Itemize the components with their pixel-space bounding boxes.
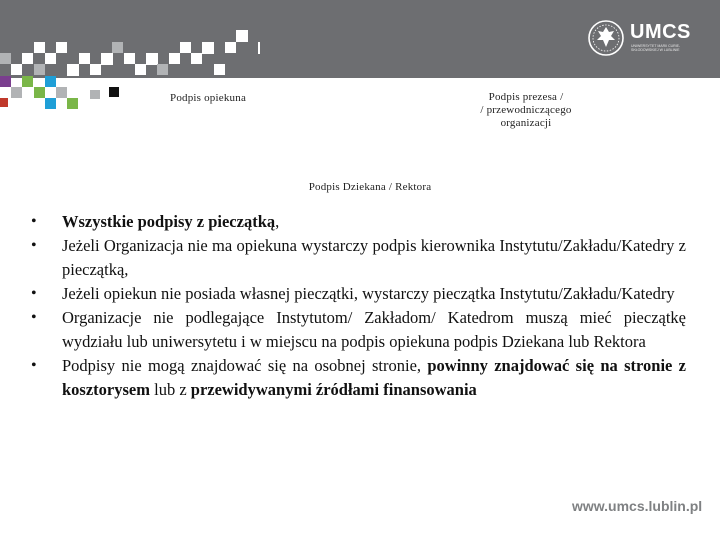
text: Jeżeli Organizacja nie ma opiekuna wystarczy podpis kierownika Instytutu/Zakładu/Katedry z pieczątką, <box>62 236 686 279</box>
list-item <box>28 234 686 282</box>
supervisor-signature-label: Podpis opiekuna <box>170 92 247 104</box>
bullet-dot: • <box>31 357 37 374</box>
list-item <box>28 306 686 354</box>
text: lub z <box>149 380 191 399</box>
president-label-line: / przewodniczącego <box>480 104 572 116</box>
list-item <box>28 282 686 306</box>
bullet-dot: • <box>31 309 37 326</box>
list-item <box>28 210 686 234</box>
list-item <box>28 354 686 402</box>
text: , <box>275 212 280 231</box>
bold-text: powinny znajdować się na stronie z kosztorysem <box>62 356 686 399</box>
requirements-list <box>28 210 686 402</box>
president-signature-label <box>465 91 587 130</box>
bullet-dot: • <box>31 213 37 230</box>
university-emblem-icon <box>586 16 626 60</box>
umcs-logo <box>586 16 702 60</box>
text: Podpisy nie mogą znajdować się na osobnej stronie, <box>62 356 428 375</box>
bullet-dot: • <box>31 237 37 254</box>
text: Organizacje nie podlegające Instytutom/ Zakładom/ Katedrom muszą mieć pieczątkę wydziału lub uniwersytetu i w miejscu na podpis opiekuna podpis Dziekana lub Rektora <box>62 308 686 351</box>
logo-wordmark: UMCS <box>630 21 691 43</box>
dean-signature-label: Podpis Dziekana / Rektora <box>308 181 432 193</box>
president-label-line: organizacji <box>500 117 552 129</box>
logo-subtext: UNIWERSYTET MARII CURIE-SKŁODOWSKIEJ W LUBLINIE <box>631 44 681 52</box>
text: Jeżeli opiekun nie posiada własnej pieczątki, wystarczy pieczątka Instytutu/Zakładu/Katedry <box>62 284 675 303</box>
footer-url: www.umcs.lublin.pl <box>572 498 703 514</box>
president-label-line: Podpis prezesa / <box>488 91 564 103</box>
bold-text: przewidywanymi źródłami finansowania <box>190 380 477 399</box>
bullet-dot: • <box>31 285 37 302</box>
bold-text: Wszystkie podpisy z pieczątką <box>62 212 276 231</box>
